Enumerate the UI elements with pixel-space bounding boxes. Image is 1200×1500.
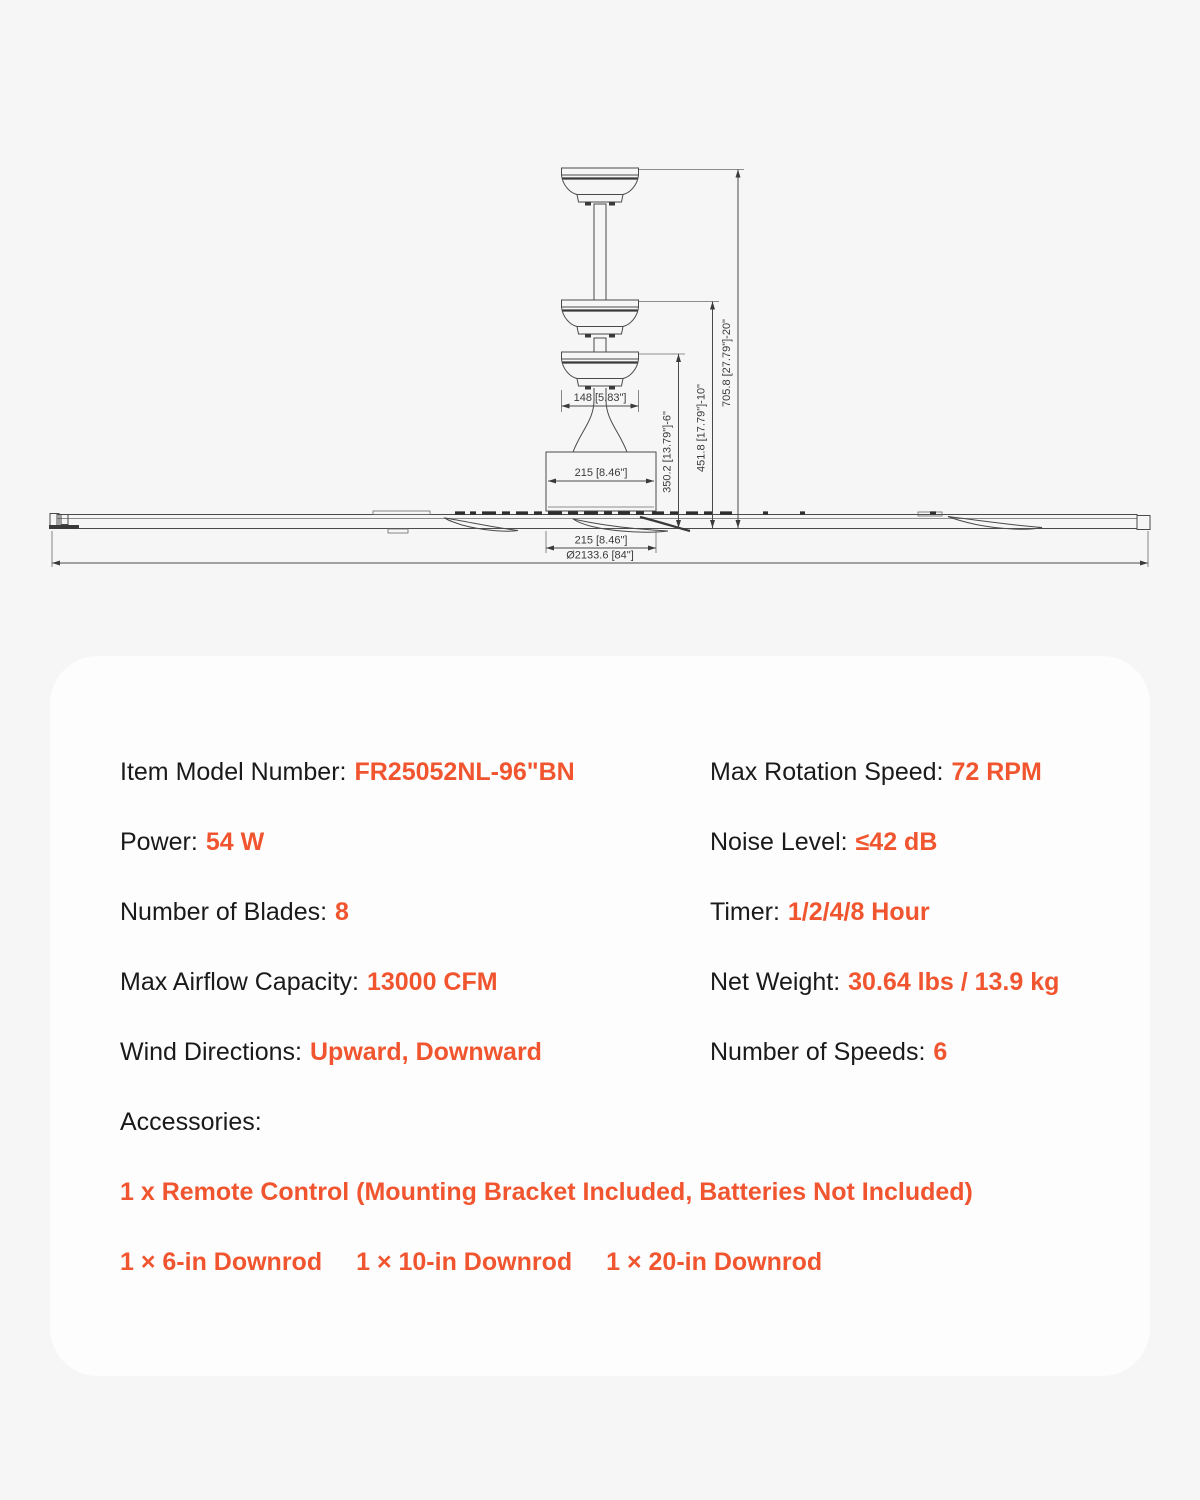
spec-column-left	[120, 737, 575, 1157]
spec-item-model-number	[120, 737, 575, 807]
spec-label: Number of Speeds:	[710, 1038, 926, 1066]
spec-value: 8	[335, 898, 349, 926]
svg-text:705.8 [27.79"]-20": 705.8 [27.79"]-20"	[721, 319, 733, 407]
svg-text:215 [8.46"]: 215 [8.46"]	[574, 467, 628, 479]
dim-canopy-width	[562, 390, 639, 412]
svg-text:350.2 [13.79"]-6": 350.2 [13.79"]-6"	[661, 411, 674, 493]
svg-text:148 [5.83"]: 148 [5.83"]	[573, 392, 627, 404]
svg-text:451.8 [17.79"]-10": 451.8 [17.79"]-10"	[695, 384, 708, 472]
accessory-downrod-10in: 1 × 10-in Downrod	[356, 1248, 573, 1276]
spec-label: Number of Blades:	[120, 898, 328, 926]
spec-noise-level	[710, 807, 1059, 877]
spec-accessories-heading	[120, 1087, 575, 1157]
canopy-middle	[562, 300, 639, 338]
canopy-top	[562, 168, 639, 206]
spec-card	[50, 656, 1150, 1376]
spec-label: Accessories:	[120, 1108, 262, 1136]
accessory-remote-control: 1 x Remote Control (Mounting Bracket Included, Batteries Not Included)	[120, 1178, 973, 1206]
spec-net-weight	[710, 947, 1059, 1017]
accessory-downrods	[120, 1227, 822, 1297]
accessory-downrod-6in: 1 × 6-in Downrod	[120, 1248, 323, 1276]
spec-value: 54 W	[205, 828, 265, 856]
accessory-downrod-20in: 1 × 20-in Downrod	[606, 1248, 823, 1276]
dim-drop-20in	[639, 170, 744, 529]
downrod	[573, 204, 627, 452]
spec-label: Max Airflow Capacity:	[120, 968, 359, 996]
spec-label: Max Rotation Speed:	[710, 758, 944, 786]
fan-dimension-diagram	[0, 0, 1200, 620]
spec-value: ≤42 dB	[855, 828, 938, 856]
spec-label: Power:	[120, 828, 198, 856]
canopy-bottom	[562, 352, 639, 390]
dim-drop-6in	[639, 354, 685, 528]
svg-text:Ø2133.6 [84"]: Ø2133.6 [84"]	[566, 549, 634, 562]
spec-value: 13000 CFM	[366, 968, 498, 996]
fan-blades	[49, 511, 1150, 533]
spec-label: Timer:	[710, 898, 780, 926]
spec-value: 72 RPM	[951, 758, 1042, 786]
spec-value: 30.64 lbs / 13.9 kg	[848, 968, 1060, 996]
svg-text:215 [8.46"]: 215 [8.46"]	[574, 534, 628, 547]
spec-value: 6	[933, 1038, 948, 1066]
spec-wind-directions	[120, 1017, 575, 1087]
spec-power	[120, 807, 575, 877]
dim-motor-width	[548, 467, 654, 484]
spec-label: Noise Level:	[710, 828, 848, 856]
spec-column-right	[710, 737, 1059, 1087]
spec-number-of-blades	[120, 877, 575, 947]
spec-label: Item Model Number:	[120, 758, 347, 786]
spec-number-of-speeds	[710, 1017, 1059, 1087]
spec-label: Wind Directions:	[120, 1038, 302, 1066]
spec-value: Upward, Downward	[310, 1038, 542, 1066]
spec-label: Net Weight:	[710, 968, 841, 996]
spec-value: FR25052NL-96"BN	[354, 758, 575, 786]
spec-max-rotation-speed	[710, 737, 1059, 807]
spec-timer	[710, 877, 1059, 947]
spec-value: 1/2/4/8 Hour	[787, 898, 930, 926]
spec-max-airflow	[120, 947, 575, 1017]
